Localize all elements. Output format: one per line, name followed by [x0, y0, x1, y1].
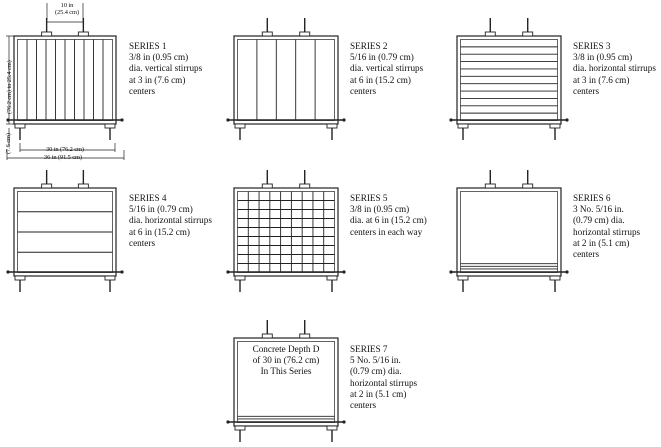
beam-outline	[234, 188, 338, 276]
series-title: SERIES 1	[129, 41, 167, 51]
load-point	[300, 18, 310, 36]
load-spacing-label: 10 in (25.4 cm)	[55, 2, 79, 17]
support	[550, 124, 560, 140]
series-title: SERIES 3	[573, 41, 611, 51]
support	[327, 426, 337, 442]
beam-series-6	[449, 170, 568, 292]
series-4-caption: SERIES 4 5/16 in (0.79 cm) dia. horizontal stirrups at 6 in (15.2 cm) centers	[129, 193, 212, 248]
support	[550, 276, 560, 292]
series-title: SERIES 5	[350, 193, 388, 203]
support	[327, 276, 337, 292]
beam-series-7	[226, 320, 345, 442]
bar-end	[226, 420, 229, 423]
load-point	[300, 320, 310, 338]
bar-end	[342, 270, 345, 273]
series-3-caption: SERIES 3 3/8 in (0.95 cm) dia. horizontal stirrups at 3 in (7.6 cm) centers	[573, 41, 656, 96]
support	[15, 276, 25, 292]
bar-end	[6, 270, 9, 273]
beam-series-1	[6, 18, 123, 140]
bar-end	[449, 118, 452, 121]
beam-series-4	[6, 170, 123, 292]
series-7-caption: SERIES 7 5 No. 5/16 in. (0.79 cm) dia. horizontal stirrups at 2 in (5.1 cm) centers	[350, 344, 418, 411]
support	[235, 276, 245, 292]
series-title: SERIES 2	[350, 41, 388, 51]
series-5-caption: SERIES 5 3/8 in (0.95 cm) dia. at 6 in (15.2 cm) centers in each way	[350, 193, 427, 237]
load-point	[485, 18, 495, 36]
support	[458, 276, 468, 292]
load-point	[78, 170, 88, 188]
beam-series-3	[449, 18, 568, 140]
support	[327, 124, 337, 140]
series-title: SERIES 4	[129, 193, 167, 203]
series-title: SERIES 7	[350, 344, 388, 354]
load-point	[485, 170, 495, 188]
series-6-caption: SERIES 6 3 No. 5/16 in. (0.79 cm) dia. horizontal stirrups at 2 in (5.1 cm) centers	[573, 193, 641, 260]
beam-series-5	[226, 170, 345, 292]
clear-span-label: 30 in (76.2 cm)	[46, 146, 84, 153]
bar-end	[565, 118, 568, 121]
series-1-caption: SERIES 1 3/8 in (0.95 cm) dia. vertical stirrups at 3 in (7.6 cm) centers	[129, 41, 203, 96]
beam-outline	[457, 188, 561, 276]
load-point	[262, 320, 272, 338]
bar-end	[226, 118, 229, 121]
support	[235, 124, 245, 140]
load-point	[42, 18, 52, 36]
load-point	[523, 170, 533, 188]
beam-outline	[457, 36, 561, 124]
series-2-caption: SERIES 2 5/16 in (0.79 cm) dia. vertical stirrups at 6 in (15.2 cm) centers	[350, 41, 424, 96]
bar-end	[342, 420, 345, 423]
bar-end	[120, 118, 123, 121]
support	[15, 124, 25, 140]
bar-end	[449, 270, 452, 273]
depth-label: (76.2 cm) to 25.4 cm)	[6, 60, 13, 114]
beam-outline	[234, 36, 338, 124]
support-offset-label: (7.6 cm)	[5, 133, 12, 154]
support	[458, 124, 468, 140]
load-point	[300, 170, 310, 188]
load-point	[523, 18, 533, 36]
support	[105, 124, 115, 140]
support	[105, 276, 115, 292]
series-title: SERIES 6	[573, 193, 611, 203]
load-point	[262, 18, 272, 36]
load-point	[262, 170, 272, 188]
support	[235, 426, 245, 442]
total-length-label: 36 in (91.5 cm)	[44, 154, 82, 161]
bar-end	[565, 270, 568, 273]
beam-series-2	[226, 18, 345, 140]
load-point	[78, 18, 88, 36]
bar-end	[120, 270, 123, 273]
load-point	[42, 170, 52, 188]
bar-end	[342, 118, 345, 121]
bar-end	[226, 270, 229, 273]
series-7-note: Concrete Depth D of 30 in (76.2 cm) In This Series	[252, 344, 320, 377]
